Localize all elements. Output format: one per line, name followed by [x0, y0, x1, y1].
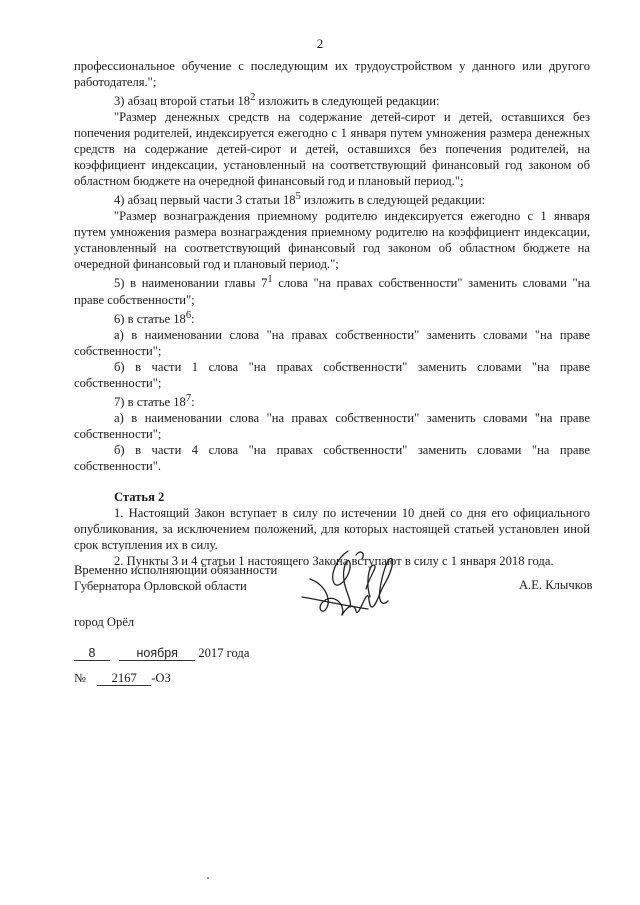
- item-4-quote: "Размер вознаграждения приемному родителю индексируется ежегодно с 1 января путем умножения размера вознаграждения приемному родителю на коэффициент индексации, установленный на соответствующий финансовый год законом об областном бюджете на очередной финансовый год и плановый период.";: [74, 209, 590, 272]
- item-7: 7) в статье $18^7$:: [114, 392, 195, 409]
- law-number-value: 2167: [97, 672, 151, 686]
- item-3: 3) абзац второй статьи $18^2$ изложить в следующей редакции:: [114, 92, 440, 109]
- handwritten-signature: [296, 545, 416, 630]
- item-6-a: а) в наименовании слова "на правах собственности" заменить словами "на праве собственности";: [74, 327, 590, 358]
- item-6: 6) в статье $18^6$:: [114, 309, 195, 326]
- item-7-b: б) в части 4 слова "на правах собственности" заменить словами "на праве собственности".: [74, 442, 590, 473]
- page-number: 2: [316, 36, 324, 51]
- date-month: ноября: [119, 647, 195, 661]
- scan-speck: [207, 877, 209, 879]
- date-day: 8: [74, 647, 110, 661]
- document-body: [74, 58, 590, 569]
- law-number: № 2167 -ОЗ: [74, 671, 171, 685]
- paragraph-continuation: профессиональное обучение с последующим их трудоустройством у данного или другого работодателя.";: [74, 59, 590, 89]
- item-4: 4) абзац первый части 3 статьи $18^5$ изложить в следующей редакции:: [114, 191, 486, 208]
- date-year: 2017 года: [198, 646, 250, 660]
- item-7-a: а) в наименовании слова "на правах собственности" заменить словами "на праве собственности";: [74, 410, 590, 441]
- city: город Орёл: [74, 615, 135, 629]
- signatory-title: Временно исполняющий обязанности Губернатора Орловской области: [74, 563, 278, 593]
- article-2-heading: Статья 2: [114, 489, 165, 504]
- item-3-quote: "Размер денежных средств на содержание детей-сирот и детей, оставшихся без попечения родителей, индексируется ежегодно с 1 января путем умножения размера денежных средств на содержание детей-сирот и детей, оставшихся без попечения родителей, на коэффициент индексации, установленный на соответствующий финансовый год законом об областном бюджете на очередной финансовый год и плановый период.";: [74, 110, 590, 189]
- article-2-point-1: 1. Настоящий Закон вступает в силу по истечении 10 дней со дня его официального опубликования, за исключением положений, для которых настоящей статьей установлен иной срок вступления их в силу.: [74, 505, 590, 552]
- item-5: 5) в наименовании главы $7^1$ слова "на правах собственности" заменить словами "на праве собственности";: [74, 274, 591, 307]
- item-6-b: б) в части 1 слова "на правах собственности" заменить словами "на праве собственности";: [74, 359, 590, 390]
- article-2-point-2: 2. Пункты 3 и 4 статьи 1 настоящего Закона вступают в силу с 1 января 2018 года.: [114, 553, 554, 568]
- signatory-name: А.Е. Клычков: [519, 578, 593, 592]
- signing-date: [74, 646, 249, 661]
